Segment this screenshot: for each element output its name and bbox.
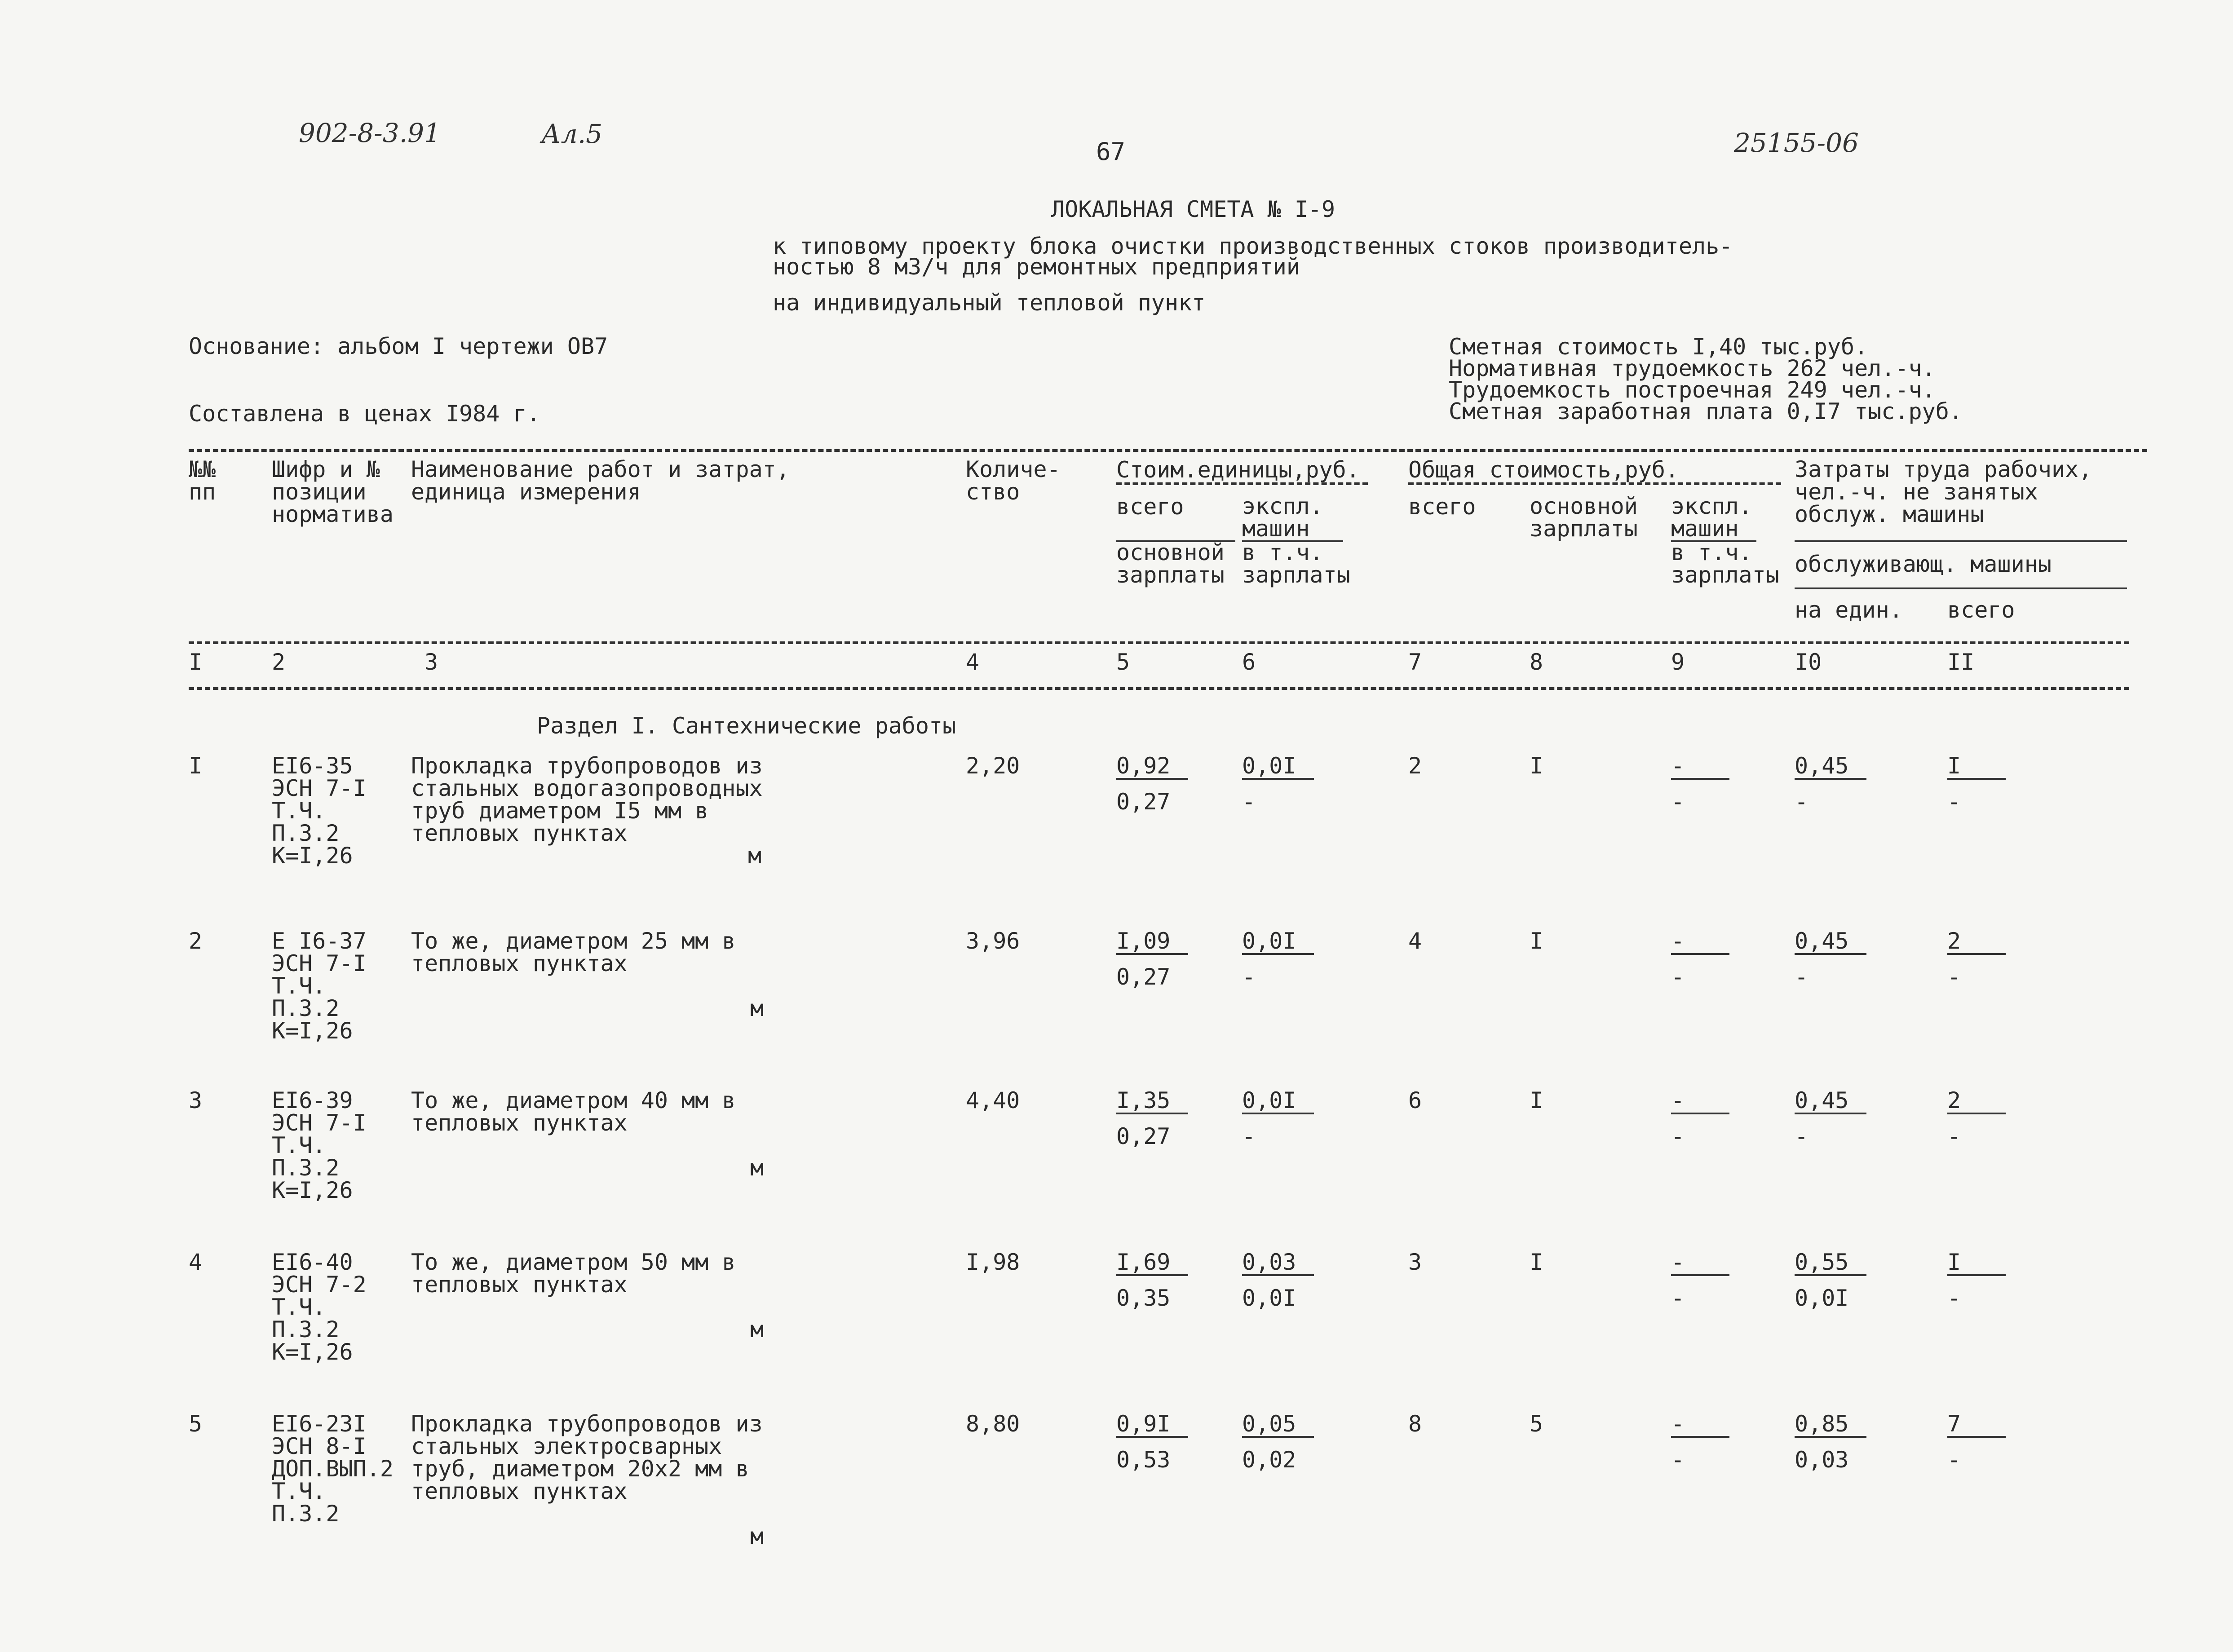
row-total-machine-wages: - (1671, 964, 1685, 990)
row-total-machines-value: - (1671, 1089, 1729, 1114)
row-quantity: I,98 (966, 1249, 1020, 1275)
row-labor-unit-machines: - (1795, 789, 1809, 815)
row-unit-machine-wages: - (1242, 1123, 1256, 1149)
row-unit-machines-value: 0,03 (1242, 1251, 1314, 1276)
row-total-machines-value: - (1671, 1251, 1729, 1276)
header-col-7: всего (1408, 494, 1476, 520)
row-labor-total-machines: - (1947, 789, 1961, 815)
row-unit-machine-wages: 0,0I (1242, 1285, 1296, 1311)
row-labor-total-value: 2 (1947, 1089, 2006, 1114)
summary-norm-labor: Нормативная трудоемкость 262 чел.-ч. (1449, 355, 1936, 381)
row-labor-unit (1795, 1089, 1866, 1114)
header-unit-cost: Стоим.единицы,руб. (1116, 457, 1360, 483)
row-unit-total-value: I,35 (1116, 1089, 1188, 1114)
row-unit-total (1116, 930, 1188, 955)
row-unit-total (1116, 1089, 1188, 1114)
row-number: 4 (189, 1249, 203, 1275)
row-unit-machines-value: 0,05 (1242, 1413, 1314, 1438)
header-col-4: Количе- ство (966, 456, 1061, 505)
row-labor-unit-machines: 0,0I (1795, 1285, 1849, 1311)
row-unit: м (750, 1523, 764, 1549)
row-total: 8 (1408, 1411, 1422, 1437)
colnum-4: 4 (966, 649, 980, 675)
row-unit: м (750, 995, 764, 1021)
project-code: 902-8-3.91 (299, 118, 441, 148)
colnum-11: II (1947, 649, 1975, 675)
row-work-name: То же, диаметром 25 мм в тепловых пунктах (411, 928, 736, 976)
colnum-3: 3 (424, 649, 438, 675)
row-total-machines (1671, 930, 1729, 955)
row-labor-unit (1795, 930, 1866, 955)
subtitle-line-1: к типовому проекту блока очистки производственных стоков производитель- (773, 233, 1733, 259)
row-labor-total-machines: - (1947, 1447, 1961, 1473)
row-unit-machines (1242, 1413, 1314, 1438)
row-unit-machines-value: 0,0I (1242, 1089, 1314, 1114)
row-number: 2 (189, 928, 203, 954)
row-total-machine-wages: - (1671, 1123, 1685, 1149)
row-unit-total (1116, 1413, 1188, 1438)
row-total-machines (1671, 1413, 1729, 1438)
row-unit-machine-wages: - (1242, 789, 1256, 815)
page-number: 67 (1096, 137, 1126, 166)
row-total-machines (1671, 1089, 1729, 1114)
row-quantity: 2,20 (966, 753, 1020, 779)
row-total: 3 (1408, 1249, 1422, 1275)
row-code: ЕI6-35 ЭСН 7-I Т.Ч. П.3.2 К=I,26 (272, 753, 367, 869)
row-unit-wages: 0,27 (1116, 964, 1171, 990)
row-labor-total (1947, 1413, 2006, 1438)
row-labor-total-value: I (1947, 1251, 2006, 1276)
row-code: Е I6-37 ЭСН 7-I Т.Ч. П.3.2 К=I,26 (272, 928, 367, 1044)
row-labor-total-value: 2 (1947, 930, 2006, 955)
header-col-11: всего (1947, 597, 2015, 623)
row-unit-machines-value: 0,0I (1242, 930, 1314, 955)
row-work-name: То же, диаметром 40 мм в тепловых пунктах (411, 1087, 736, 1136)
row-unit-machines (1242, 1251, 1314, 1276)
table-top-rule (189, 449, 2147, 452)
row-unit: м (750, 1155, 764, 1181)
row-total-machine-wages: - (1671, 1447, 1685, 1473)
header-col-6b: в т.ч. зарплаты (1242, 539, 1350, 588)
unit-cost-rule (1116, 482, 1368, 485)
colnum-5: 5 (1116, 649, 1130, 675)
header-bottom-rule (189, 641, 2129, 644)
row-total-machine-wages: - (1671, 1285, 1685, 1311)
row-number: 3 (189, 1087, 203, 1113)
row-total: 6 (1408, 1087, 1422, 1113)
row-labor-unit-value: 0,45 (1795, 930, 1866, 955)
colnum-7: 7 (1408, 649, 1422, 675)
row-quantity: 3,96 (966, 928, 1020, 954)
header-col-10: на един. (1795, 597, 1903, 623)
colnum-2: 2 (272, 649, 286, 675)
row-unit-total-value: 0,92 (1116, 755, 1188, 780)
row-unit-total-value: I,09 (1116, 930, 1188, 955)
colnum-10: I0 (1795, 649, 1822, 675)
header-col-5a: всего (1116, 494, 1184, 520)
header-col-3: Наименование работ и затрат, единица измерения (411, 456, 790, 505)
row-labor-total-value: I (1947, 755, 2006, 780)
subtitle-line-3: на индивидуальный тепловой пункт (773, 290, 1206, 316)
row-total: 2 (1408, 753, 1422, 779)
row-total-machine-wages: - (1671, 789, 1685, 815)
row-total-wages: 5 (1530, 1411, 1543, 1437)
row-unit-total-value: 0,9I (1116, 1413, 1188, 1438)
summary-cost: Сметная стоимость I,40 тыс.руб. (1449, 334, 1868, 360)
row-unit-machine-wages: 0,02 (1242, 1447, 1296, 1473)
section-title: Раздел I. Сантехнические работы (537, 713, 956, 739)
row-labor-total-value: 7 (1947, 1413, 2006, 1438)
row-total-wages: I (1530, 928, 1543, 954)
row-labor-unit (1795, 1413, 1866, 1438)
row-labor-total (1947, 930, 2006, 955)
summary-site-labor: Трудоемкость построечная 249 чел.-ч. (1449, 377, 1936, 403)
row-labor-total-machines: - (1947, 964, 1961, 990)
colnum-1: I (189, 649, 203, 675)
row-unit-machine-wages: - (1242, 964, 1256, 990)
row-work-name: Прокладка трубопроводов из стальных водогазопроводных труб диаметром I5 мм в тепловых пунктах (411, 753, 763, 846)
row-labor-unit-value: 0,45 (1795, 1089, 1866, 1114)
row-code: ЕI6-40 ЭСН 7-2 Т.Ч. П.3.2 К=I,26 (272, 1249, 367, 1365)
row-total-wages: I (1530, 1249, 1543, 1275)
row-unit-wages: 0,27 (1116, 789, 1171, 815)
row-unit-machines-value: 0,0I (1242, 755, 1314, 780)
row-unit: м (750, 1316, 764, 1343)
header-labor: Затраты труда рабочих, чел.-ч. не занятых обслуж. машины (1795, 456, 2092, 527)
row-labor-total (1947, 1089, 2006, 1114)
header-labor-b: обслуживающ. машины (1795, 551, 2052, 577)
colnum-6: 6 (1242, 649, 1256, 675)
row-labor-unit-machines: - (1795, 1123, 1809, 1149)
header-total-cost: Общая стоимость,руб. (1408, 457, 1679, 483)
header-col-9a: экспл. машин (1671, 493, 1752, 542)
subtitle-line-2: ностью 8 м3/ч для ремонтных предприятий (773, 254, 1300, 280)
header-col-9b: в т.ч. зарплаты (1671, 539, 1779, 588)
row-labor-total (1947, 1251, 2006, 1276)
row-unit-wages: 0,35 (1116, 1285, 1171, 1311)
row-unit-machines (1242, 1089, 1314, 1114)
row-unit: м (748, 843, 762, 869)
header-col-8: основной зарплаты (1530, 493, 1638, 542)
row-total-machines (1671, 755, 1729, 780)
row-labor-unit-machines: 0,03 (1795, 1447, 1849, 1473)
header-col-6a: экспл. машин (1242, 493, 1323, 542)
document-title: ЛОКАЛЬНАЯ СМЕТА № I-9 (1051, 196, 1335, 222)
row-number: 5 (189, 1411, 203, 1437)
colnum-8: 8 (1530, 649, 1543, 675)
album-label: Ал.5 (541, 119, 603, 149)
labor-rule-2 (1795, 587, 2127, 589)
summary-block (1449, 336, 1963, 422)
row-labor-unit-value: 0,45 (1795, 755, 1866, 780)
row-total-wages: I (1530, 753, 1543, 779)
row-labor-unit-value: 0,55 (1795, 1251, 1866, 1276)
row-unit-wages: 0,53 (1116, 1447, 1171, 1473)
row-code: ЕI6-23I ЭСН 8-I ДОП.ВЫП.2 Т.Ч. П.3.2 (272, 1411, 394, 1527)
header-col-2: Шифр и № позиции норматива (272, 456, 394, 527)
labor-rule-1 (1795, 540, 2127, 542)
row-unit-machines (1242, 930, 1314, 955)
row-labor-unit-machines: - (1795, 964, 1809, 990)
row-total-machines-value: - (1671, 930, 1729, 955)
row-labor-total-machines: - (1947, 1285, 1961, 1311)
basis-text: Основание: альбом I чертежи ОВ7 (189, 333, 608, 359)
row-total-machines-value: - (1671, 1413, 1729, 1438)
row-labor-unit (1795, 755, 1866, 780)
row-work-name: То же, диаметром 50 мм в тепловых пунктах (411, 1249, 736, 1298)
row-total: 4 (1408, 928, 1422, 954)
colnum-9: 9 (1671, 649, 1685, 675)
row-labor-total-machines: - (1947, 1123, 1961, 1149)
header-col-5b: основной зарплаты (1116, 539, 1225, 588)
summary-wages: Сметная заработная плата 0,I7 тыс.руб. (1449, 398, 1963, 424)
prices-text: Составлена в ценах I984 г. (189, 401, 540, 427)
row-labor-unit-value: 0,85 (1795, 1413, 1866, 1438)
colnum-bottom-rule (189, 687, 2129, 690)
row-unit-wages: 0,27 (1116, 1123, 1171, 1149)
row-quantity: 8,80 (966, 1411, 1020, 1437)
row-total-machines-value: - (1671, 755, 1729, 780)
row-quantity: 4,40 (966, 1087, 1020, 1113)
header-col-1: №№ пп (189, 456, 216, 505)
row-code: ЕI6-39 ЭСН 7-I Т.Ч. П.3.2 К=I,26 (272, 1087, 367, 1203)
row-total-wages: I (1530, 1087, 1543, 1113)
archive-stamp: 25155-06 (1734, 128, 1859, 158)
row-unit-machines (1242, 755, 1314, 780)
row-unit-total-value: I,69 (1116, 1251, 1188, 1276)
row-unit-total (1116, 755, 1188, 780)
total-cost-rule (1408, 482, 1781, 485)
row-unit-total (1116, 1251, 1188, 1276)
row-total-machines (1671, 1251, 1729, 1276)
row-labor-unit (1795, 1251, 1866, 1276)
row-number: I (189, 753, 203, 779)
row-labor-total (1947, 755, 2006, 780)
row-work-name: Прокладка трубопроводов из стальных электросварных труб, диаметром 20х2 мм в тепловых пунктах (411, 1411, 763, 1504)
